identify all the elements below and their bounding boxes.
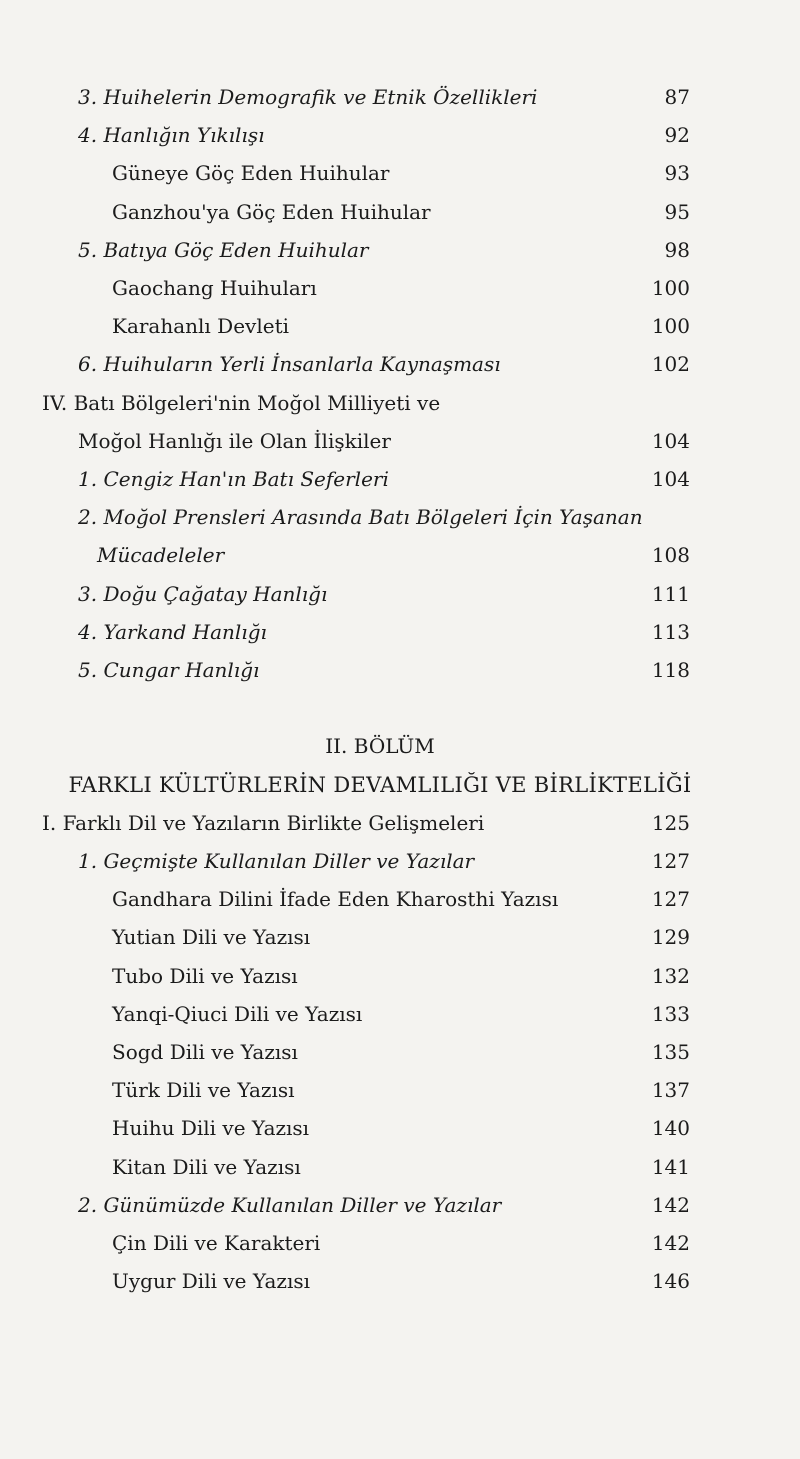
toc-entry-title: Sogd Dili ve Yazısı (112, 1040, 298, 1064)
toc-entry (0, 1186, 800, 1224)
toc-entry-title: Kitan Dili ve Yazısı (112, 1154, 301, 1179)
toc-entry-page: 100 (651, 276, 690, 300)
toc-entry (0, 78, 800, 116)
toc-entry-page: 135 (651, 1040, 690, 1064)
toc-entry-title: Huihu Dili ve Yazısı (112, 1116, 310, 1141)
toc-entry-page: 127 (651, 849, 690, 873)
toc-entry-page: 129 (651, 925, 690, 950)
toc-entry (0, 345, 800, 383)
toc-entry (0, 193, 800, 231)
toc-entry-title: II. BÖLÜM (325, 734, 435, 759)
toc-entry-page: 146 (651, 1269, 690, 1294)
toc-entry-title: Karahanlı Devleti (112, 314, 290, 339)
toc-entry-title: FARKLI KÜLTÜRLERİN DEVAMLILIĞI VE BİRLİKTELİĞİ (68, 772, 692, 797)
toc-entry-title: 2. Moğol Prensleri Arasında Batı Bölgeleri İçin Yaşanan (78, 505, 643, 530)
toc-entry (0, 422, 800, 460)
toc-entry-page: 111 (651, 581, 690, 606)
toc-entry-page: 87 (664, 85, 690, 109)
toc-entry-title: 3. Doğu Çağatay Hanlığı (78, 581, 328, 606)
section-heading (0, 766, 800, 804)
toc-entry (0, 842, 800, 880)
toc-entry-page: 140 (651, 1116, 690, 1141)
toc-entry-page: 104 (651, 467, 690, 491)
toc-entry (0, 1224, 800, 1262)
toc-entry-page: 100 (651, 314, 690, 339)
toc-entry-title: 1. Cengiz Han'ın Batı Seferleri (78, 467, 389, 491)
toc-entry-page: 142 (651, 1231, 690, 1255)
toc-entry-page: 142 (651, 1192, 690, 1217)
toc-entry-title: 1. Geçmişte Kullanılan Diller ve Yazılar (78, 849, 475, 873)
toc-entry-title: 4. Yarkand Hanlığı (78, 619, 267, 644)
toc-entry-title: Ganzhou'ya Göç Eden Huihular (112, 199, 431, 224)
toc-entry (0, 651, 800, 689)
toc-entry-page: 137 (651, 1078, 690, 1103)
toc-entry-title: Gaochang Huihuları (112, 276, 317, 300)
toc-entry-page: 93 (664, 161, 690, 186)
toc-entry (0, 1071, 800, 1109)
toc-entry-page: 104 (651, 428, 690, 453)
toc-entry-page: 102 (651, 352, 690, 377)
toc-entry-title: Yanqi-Qiuci Dili ve Yazısı (112, 1001, 363, 1026)
toc-entry-page: 118 (651, 658, 690, 682)
toc-entry (0, 384, 800, 422)
section-heading (0, 727, 800, 765)
toc-entry (0, 1109, 800, 1147)
toc-entry-page: 132 (651, 963, 690, 988)
toc-entry-page: 141 (651, 1154, 690, 1179)
toc-entry-title: Çin Dili ve Karakteri (112, 1231, 321, 1255)
toc-entry (0, 1033, 800, 1071)
toc-entry-title: Gandhara Dilini İfade Eden Kharosthi Yazısı (112, 887, 559, 912)
toc-entry (0, 957, 800, 995)
toc-entry-page: 127 (651, 887, 690, 912)
toc-entry-title: 5. Batıya Göç Eden Huihular (78, 237, 369, 262)
toc-entry (0, 116, 800, 154)
toc-entry (0, 231, 800, 269)
toc-entry (0, 460, 800, 498)
toc-entry-page: 95 (664, 199, 690, 224)
toc-entry-page: 125 (651, 810, 690, 835)
toc-entry (0, 1262, 800, 1300)
toc-entry-page: 133 (651, 1001, 690, 1026)
toc-entry (0, 536, 800, 574)
toc-entry (0, 498, 800, 536)
toc-entry-title: 4. Hanlığın Yıkılışı (78, 123, 265, 148)
toc-entry-title: Moğol Hanlığı ile Olan İlişkiler (78, 428, 391, 453)
toc-entry-title: 2. Günümüzde Kullanılan Diller ve Yazılar (78, 1192, 502, 1217)
toc-entry-title: Tubo Dili ve Yazısı (112, 963, 298, 988)
toc-entry (0, 880, 800, 918)
toc-entry (0, 995, 800, 1033)
toc-entry-title: IV. Batı Bölgeleri'nin Moğol Milliyeti ve (42, 390, 441, 415)
toc-entry (0, 613, 800, 651)
toc-entry (0, 1148, 800, 1186)
toc-entry-title: I. Farklı Dil ve Yazıların Birlikte Gelişmeleri (42, 810, 485, 835)
toc-entry-title: Türk Dili ve Yazısı (112, 1078, 295, 1103)
toc-entry-title: 5. Cungar Hanlığı (78, 658, 260, 682)
toc-entry (0, 918, 800, 956)
toc-entry (0, 804, 800, 842)
toc-entry (0, 154, 800, 192)
toc-entry-page: 98 (664, 237, 690, 262)
toc-entry (0, 307, 800, 345)
toc-entry-page: 108 (651, 543, 690, 568)
toc-entry-title: Mücadeleler (97, 543, 225, 568)
toc-entry-title: Yutian Dili ve Yazısı (112, 925, 311, 950)
toc-entry (0, 269, 800, 307)
toc-entry (0, 575, 800, 613)
toc-entry-title: Güneye Göç Eden Huihular (112, 161, 390, 186)
toc-entry-page: 92 (664, 123, 690, 148)
toc-entry-title: 6. Huihuların Yerli İnsanlarla Kaynaşması (78, 352, 501, 377)
toc-entry-page: 113 (651, 619, 690, 644)
toc-entry-title: Uygur Dili ve Yazısı (112, 1269, 310, 1294)
toc-entry-title: 3. Huihelerin Demografik ve Etnik Özellikleri (78, 85, 538, 109)
